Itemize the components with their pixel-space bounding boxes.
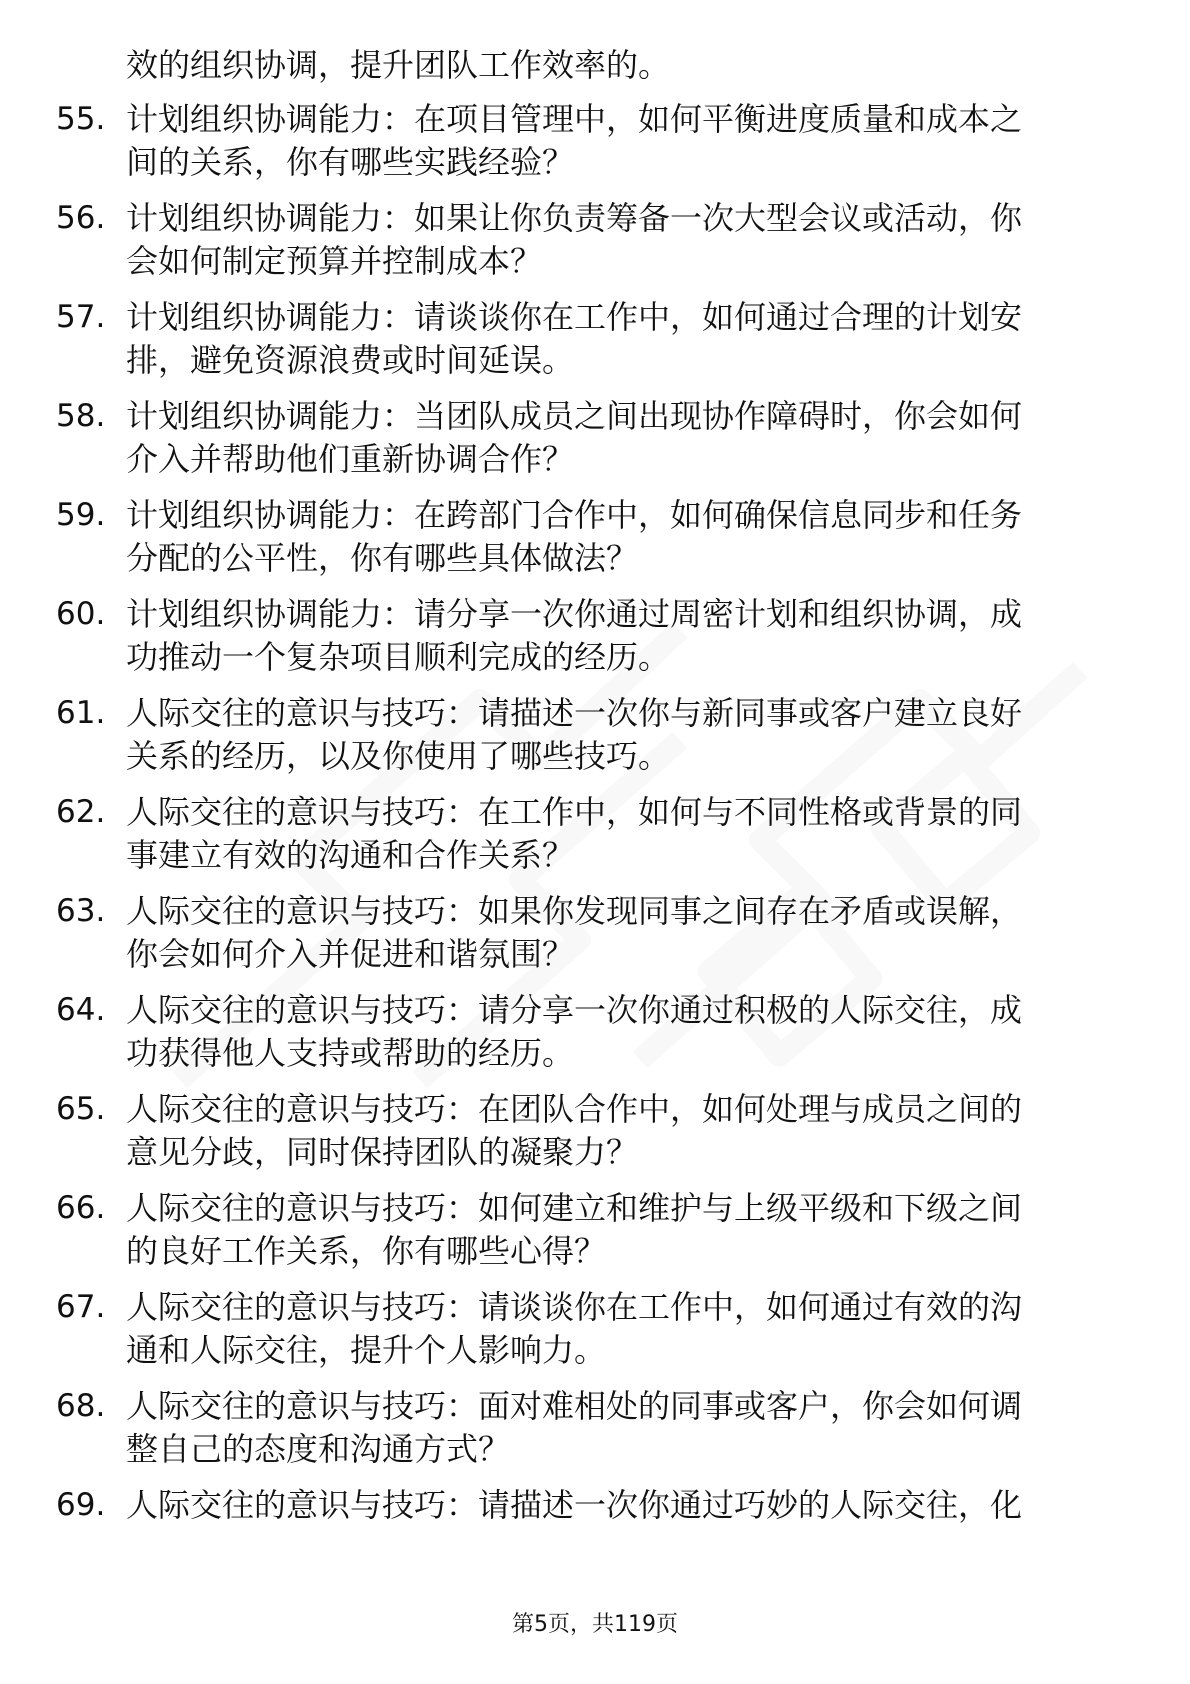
question-text-line: 人际交往的意识与技巧：请分享一次你通过积极的人际交往，成 xyxy=(126,991,1023,1029)
question-item xyxy=(56,1385,1116,1471)
question-number: 58. xyxy=(56,398,106,434)
question-number: 56. xyxy=(56,200,106,236)
question-text-line: 功获得他人支持或帮助的经历。 xyxy=(126,1034,575,1072)
question-text-line: 人际交往的意识与技巧：在团队合作中，如何处理与成员之间的 xyxy=(126,1090,1023,1128)
question-number: 64. xyxy=(56,992,106,1028)
question-text-line: 的良好工作关系，你有哪些心得？ xyxy=(126,1232,607,1270)
question-number: 55. xyxy=(56,101,106,137)
question-text-line: 你会如何介入并促进和谐氛围？ xyxy=(126,935,575,973)
question-list xyxy=(56,98,1116,1527)
question-item xyxy=(56,197,1116,283)
question-number: 69. xyxy=(56,1487,106,1523)
question-number: 63. xyxy=(56,893,106,929)
question-number: 61. xyxy=(56,695,106,731)
question-text-line: 间的关系，你有哪些实践经验？ xyxy=(126,143,575,181)
question-text-line: 计划组织协调能力：当团队成员之间出现协作障碍时，你会如何 xyxy=(126,397,1023,435)
question-item xyxy=(56,989,1116,1075)
question-item xyxy=(56,791,1116,877)
question-number: 59. xyxy=(56,497,106,533)
question-number: 66. xyxy=(56,1190,106,1226)
question-item xyxy=(56,1484,1116,1527)
question-text-line: 排，避免资源浪费或时间延误。 xyxy=(126,341,575,379)
question-text-line: 人际交往的意识与技巧：如果你发现同事之间存在矛盾或误解， xyxy=(126,892,1023,930)
question-text-line: 人际交往的意识与技巧：请描述一次你与新同事或客户建立良好 xyxy=(126,694,1023,732)
question-item xyxy=(56,1286,1116,1372)
question-text-line: 分配的公平性，你有哪些具体做法？ xyxy=(126,539,639,577)
question-text-line: 计划组织协调能力：请谈谈你在工作中，如何通过合理的计划安 xyxy=(126,298,1023,336)
question-item xyxy=(56,296,1116,382)
question-number: 62. xyxy=(56,794,106,830)
question-item xyxy=(56,1088,1116,1174)
question-text-line: 通和人际交往，提升个人影响力。 xyxy=(126,1331,607,1369)
continuation-text: 效的组织协调，提升团队工作效率的。 xyxy=(126,46,671,84)
question-text-line: 人际交往的意识与技巧：如何建立和维护与上级平级和下级之间 xyxy=(126,1189,1023,1227)
question-text-line: 计划组织协调能力：在项目管理中，如何平衡进度质量和成本之 xyxy=(126,100,1023,138)
question-text-line: 人际交往的意识与技巧：在工作中，如何与不同性格或背景的同 xyxy=(126,793,1023,831)
question-number: 67. xyxy=(56,1289,106,1325)
question-number: 65. xyxy=(56,1091,106,1127)
question-text-line: 功推动一个复杂项目顺利完成的经历。 xyxy=(126,638,671,676)
question-number: 68. xyxy=(56,1388,106,1424)
question-number: 60. xyxy=(56,596,106,632)
page-footer: 第5页，共119页 xyxy=(512,1612,678,1637)
question-item xyxy=(56,98,1116,184)
page-content xyxy=(56,44,1116,1540)
question-text-line: 人际交往的意识与技巧：请描述一次你通过巧妙的人际交往，化 xyxy=(126,1486,1023,1524)
question-item xyxy=(56,593,1116,679)
question-item xyxy=(56,890,1116,976)
question-text-line: 计划组织协调能力：请分享一次你通过周密计划和组织协调，成 xyxy=(126,595,1023,633)
question-text-line: 意见分歧，同时保持团队的凝聚力？ xyxy=(126,1133,639,1171)
question-text-line: 人际交往的意识与技巧：请谈谈你在工作中，如何通过有效的沟 xyxy=(126,1288,1023,1326)
question-item xyxy=(56,494,1116,580)
question-text-line: 计划组织协调能力：在跨部门合作中，如何确保信息同步和任务 xyxy=(126,496,1023,534)
question-text-line: 介入并帮助他们重新协调合作？ xyxy=(126,440,575,478)
question-item xyxy=(56,1187,1116,1273)
question-text-line: 关系的经历，以及你使用了哪些技巧。 xyxy=(126,737,671,775)
question-item xyxy=(56,692,1116,778)
question-text-line: 整自己的态度和沟通方式？ xyxy=(126,1430,511,1468)
question-text-line: 事建立有效的沟通和合作关系？ xyxy=(126,836,575,874)
question-text-line: 人际交往的意识与技巧：面对难相处的同事或客户，你会如何调 xyxy=(126,1387,1023,1425)
question-number: 57. xyxy=(56,299,106,335)
question-text-line: 会如何制定预算并控制成本？ xyxy=(126,242,543,280)
question-item xyxy=(56,395,1116,481)
question-text-line: 计划组织协调能力：如果让你负责筹备一次大型会议或活动，你 xyxy=(126,199,1023,237)
